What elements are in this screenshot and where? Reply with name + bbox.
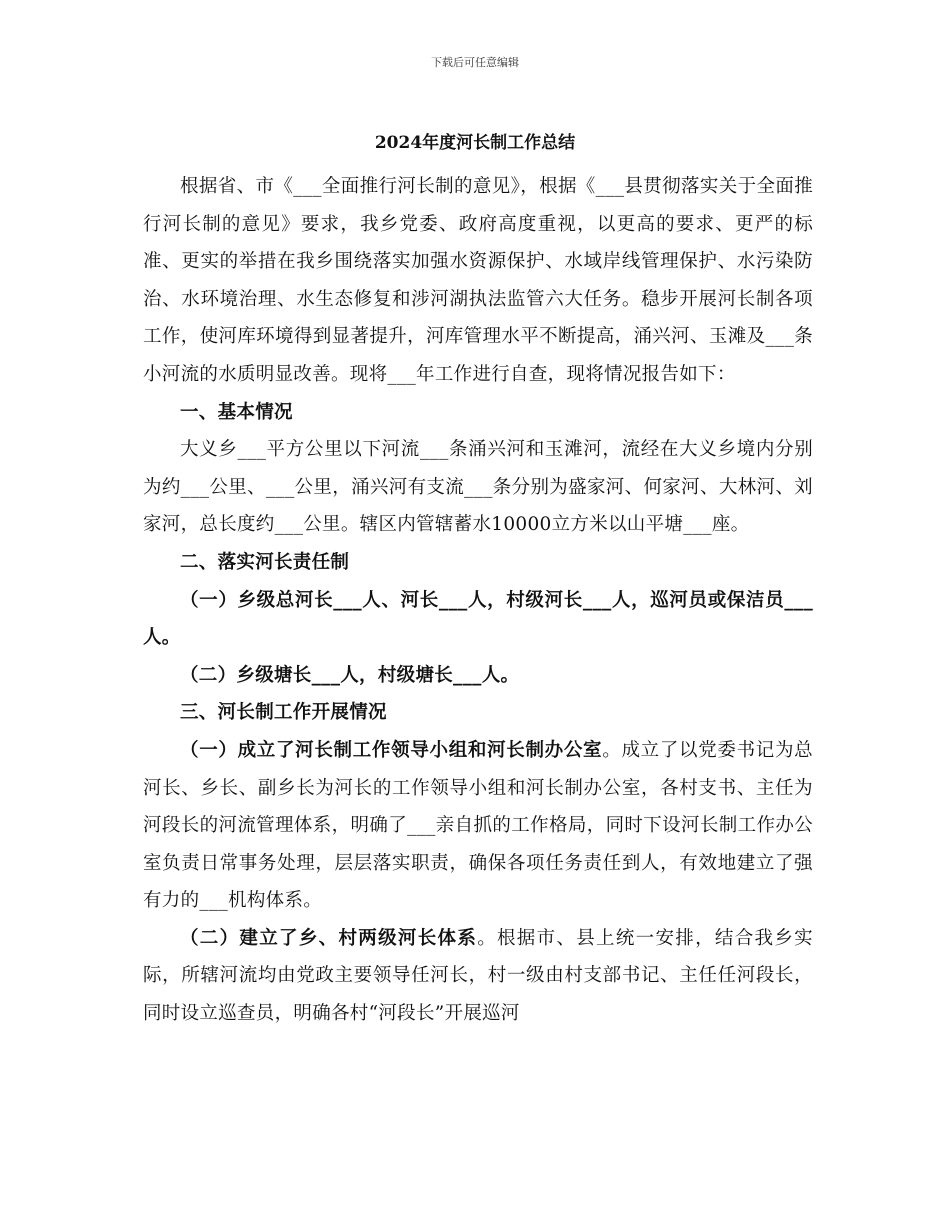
section-1-heading: 一、基本情况	[180, 401, 293, 423]
section-3-paragraph-1	[143, 732, 813, 920]
section-1-paragraph: 大义乡___平方公里以下河流___条涌兴河和玉滩河，流经在大义乡境内分别为约___公里、___公里，涌兴河有支流___条分别为盛家河、何家河、大林河、刘家河，总长度约___公里。辖区内管辖蓄水10000立方米以山平塘___座。	[143, 439, 813, 536]
section-3-paragraph-1-text: 。成立了以党委书记为总河长、乡长、副乡长为河长的工作领导小组和河长制办公室，各村支书、主任为河段长的河流管理体系，明确了___亲自抓的工作格局，同时下设河长制工作办公室负责日常事务处理，层层落实职责，确保各项任务责任到人，有效地建立了强有力的___机构体系。	[143, 739, 813, 912]
document-body	[143, 168, 813, 1033]
section-2-item-1: （一）乡级总河长___人、河长___人，村级河长___人，巡河员或保洁员___人。	[143, 589, 813, 649]
document-title: 2024年度河长制工作总结	[374, 133, 576, 153]
section-3-heading: 三、河长制工作开展情况	[180, 702, 387, 724]
intro-paragraph: 根据省、市《___全面推行河长制的意见》，根据《___县贯彻落实关于全面推行河长制的意见》要求，我乡党委、政府高度重视，以更高的要求、更严的标准、更实的举措在我乡围绕落实加强水资源保护、水域岸线管理保护、水污染防治、水环境治理、水生态修复和涉河湖执法监管六大任务。稳步开展河长制各项工作，使河库环境得到显著提升，河库管理水平不断提高，涌兴河、玉滩及___条小河流的水质明显改善。现将___年工作进行自查，现将情况报告如下：	[143, 176, 813, 385]
section-2-item-2: （二）乡级塘长___人，村级塘长___人。	[180, 664, 520, 686]
section-2-heading: 二、落实河长责任制	[180, 551, 350, 573]
section-3-paragraph-1-lead: （一）成立了河长制工作领导小组和河长制办公室	[180, 739, 603, 761]
section-3-paragraph-2-text: 。根据市、县上统一安排，结合我乡实际，所辖河流均由党政主要领导任河长，村一级由村支部书记、主任任河段长，同时设立巡查员，明确各村“河段长”开展巡河	[143, 927, 813, 1025]
section-3-paragraph-2	[143, 920, 813, 1033]
page-header: 下载后可任意编辑	[431, 56, 519, 69]
section-3-paragraph-2-lead: （二）建立了乡、村两级河长体系	[180, 927, 478, 949]
